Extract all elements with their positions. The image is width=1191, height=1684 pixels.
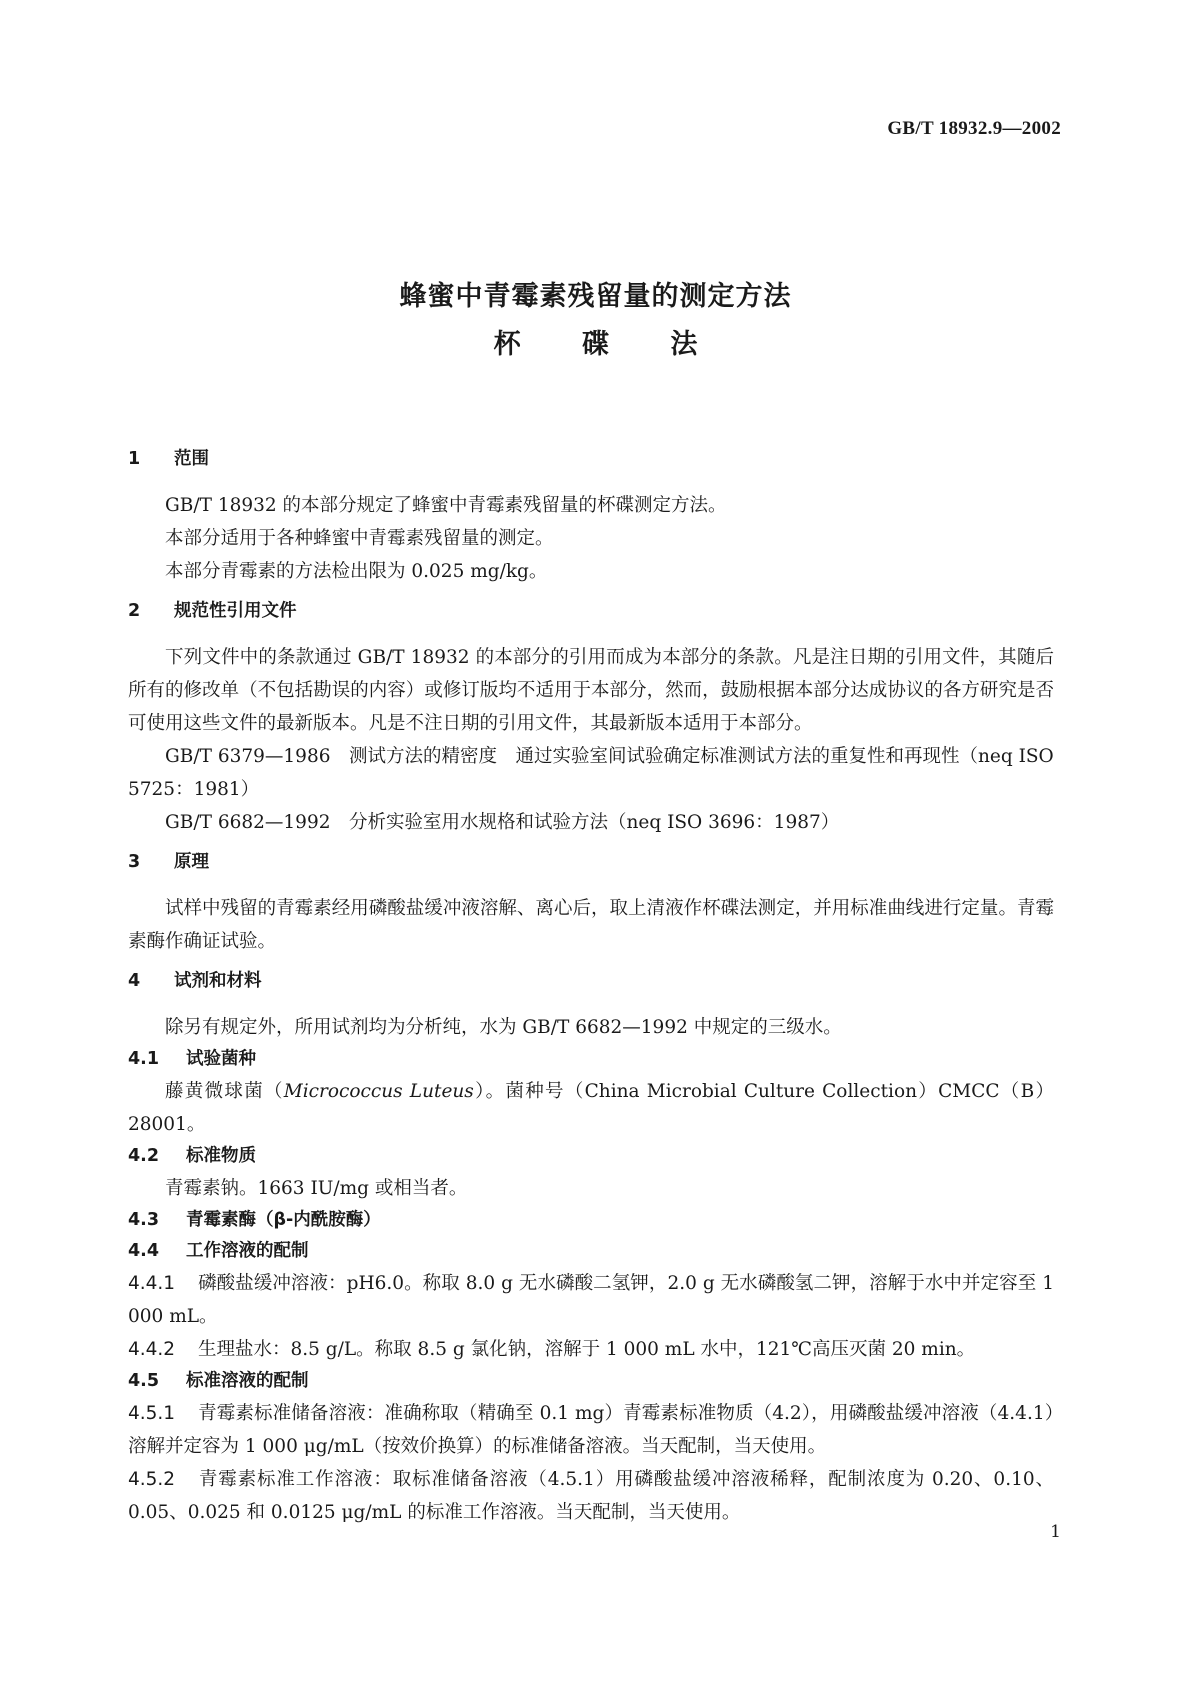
- document-body: [128, 444, 1054, 1529]
- strain-text: ）。菌种号（China Microbial Culture Collection）CMCC（B）28001。: [128, 1081, 1054, 1135]
- section-heading-principle: [128, 847, 1054, 878]
- section-title: 范围: [174, 449, 209, 469]
- scope-paragraph-1: GB/T 18932 的本部分规定了蜂蜜中青霉素残留量的杯碟测定方法。: [165, 495, 727, 516]
- subsection-heading-enzyme: [128, 1205, 1054, 1236]
- standard-number: GB/T 18932.9—2002: [887, 118, 1061, 139]
- strain-latin-name: Micrococcus Luteus: [283, 1081, 474, 1102]
- clause-number: 4.4.1: [128, 1273, 176, 1294]
- reference-item: GB/T 6682—1992 分析实验室用水规格和试验方法（neq ISO 3696：1987）: [165, 812, 840, 833]
- subsection-title: 标准物质: [186, 1146, 256, 1166]
- scope-paragraph-3: 本部分青霉素的方法检出限为 0.025 mg/kg。: [165, 561, 548, 582]
- clause-number: 4.5.1: [128, 1403, 176, 1424]
- section-heading-reagents: [128, 966, 1054, 997]
- document-subtitle: 杯 碟 法: [493, 329, 698, 360]
- subsection-number: 4.2: [128, 1146, 160, 1166]
- clause-item: [128, 1463, 1054, 1529]
- section-number: 1: [128, 449, 141, 469]
- subsection-title: 工作溶液的配制: [186, 1241, 309, 1261]
- section-title: 原理: [174, 852, 209, 872]
- document-title: 蜂蜜中青霉素残留量的测定方法: [399, 281, 792, 312]
- subsection-heading-strain: [128, 1044, 1054, 1075]
- principle-paragraph: 试样中残留的青霉素经用磷酸盐缓冲液溶解、离心后，取上清液作杯碟法测定，并用标准曲线进行定量。青霉素酶作确证试验。: [128, 898, 1054, 952]
- references-paragraph: 下列文件中的条款通过 GB/T 18932 的本部分的引用而成为本部分的条款。凡是注日期的引用文件，其随后所有的修改单（不包括勘误的内容）或修订版均不适用于本部分，然而，鼓励根据本部分达成协议的各方研究是否可使用这些文件的最新版本。凡是不注日期的引用文件，其最新版本适用于本部分。: [128, 647, 1054, 734]
- subsection-number: 4.1: [128, 1049, 160, 1069]
- section-number: 4: [128, 971, 141, 991]
- clause-text: 青霉素标准储备溶液：准确称取（精确至 0.1 mg）青霉素标准物质（4.2），用磷酸盐缓冲溶液（4.4.1）溶解并定容为 1 000 μg/mL（按效价换算）的标准储备溶液。当天配制，当天使用。: [128, 1403, 1054, 1457]
- section-title: 规范性引用文件: [174, 601, 297, 621]
- subsection-number: 4.5: [128, 1371, 160, 1391]
- section-title: 试剂和材料: [174, 971, 262, 991]
- clause-item: [128, 1267, 1054, 1333]
- subsection-heading-standard-solutions: [128, 1366, 1054, 1397]
- subsection-heading-standard: [128, 1141, 1054, 1172]
- scope-paragraph-2: 本部分适用于各种蜂蜜中青霉素残留量的测定。: [165, 528, 554, 549]
- section-number: 2: [128, 601, 141, 621]
- page-number: 1: [1050, 1522, 1061, 1542]
- clause-number: 4.4.2: [128, 1339, 176, 1360]
- reference-item: GB/T 6379—1986 测试方法的精密度 通过实验室间试验确定标准测试方法的重复性和再现性（neq ISO 5725：1981）: [128, 746, 1054, 800]
- section-heading-references: [128, 596, 1054, 627]
- subsection-title: 青霉素酶（β-内酰胺酶）: [186, 1210, 381, 1230]
- section-heading-scope: [128, 444, 1054, 475]
- subsection-title: 标准溶液的配制: [186, 1371, 309, 1391]
- clause-text: 生理盐水：8.5 g/L。称取 8.5 g 氯化钠，溶解于 1 000 mL 水中，121℃高压灭菌 20 min。: [198, 1339, 976, 1360]
- clause-item: [128, 1397, 1054, 1463]
- strain-paragraph: [128, 1075, 1054, 1141]
- clause-text: 磷酸盐缓冲溶液：pH6.0。称取 8.0 g 无水磷酸二氢钾，2.0 g 无水磷酸氢二钾，溶解于水中并定容至 1 000 mL。: [128, 1273, 1054, 1327]
- section-number: 3: [128, 852, 141, 872]
- subsection-number: 4.3: [128, 1210, 160, 1230]
- standard-paragraph: 青霉素钠。1663 IU/mg 或相当者。: [165, 1178, 468, 1199]
- strain-text: 藤黄微球菌（: [165, 1081, 284, 1102]
- reagents-paragraph: 除另有规定外，所用试剂均为分析纯，水为 GB/T 6682—1992 中规定的三级水。: [165, 1017, 842, 1038]
- subsection-heading-working-solutions: [128, 1236, 1054, 1267]
- clause-number: 4.5.2: [128, 1469, 176, 1490]
- subsection-title: 试验菌种: [186, 1049, 256, 1069]
- subsection-number: 4.4: [128, 1241, 160, 1261]
- clause-item: [128, 1333, 1054, 1366]
- clause-text: 青霉素标准工作溶液：取标准储备溶液（4.5.1）用磷酸盐缓冲溶液稀释，配制浓度为 0.20、0.10、0.05、0.025 和 0.0125 μg/mL 的标准工作溶液。当天配制，当天使用。: [128, 1469, 1054, 1523]
